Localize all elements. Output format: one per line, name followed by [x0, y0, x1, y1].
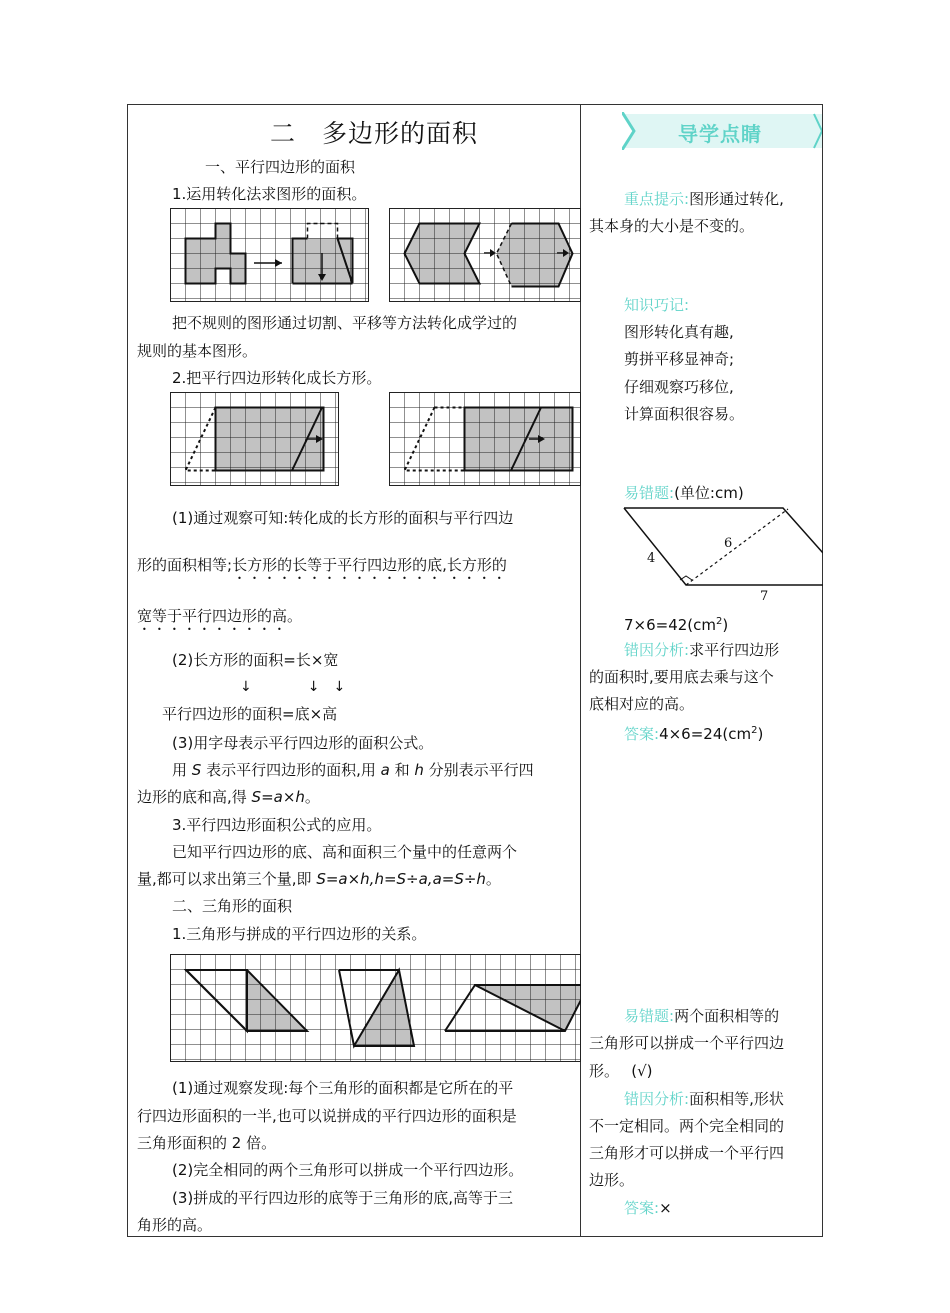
formula-rectangle: (2)长方形的面积=长×宽	[172, 651, 339, 669]
error-question-2-line-3: 形。 (√)	[589, 1062, 653, 1080]
answer-2: 答案:×	[624, 1199, 672, 1217]
wrong-calculation: $7\times 6=42(cm^2)$	[624, 616, 729, 634]
triangle-observe-3: 三角形面积的 2 倍。	[137, 1134, 277, 1152]
cause-2-line-2: 不一定相同。两个完全相同的	[589, 1117, 785, 1135]
cause-1-line-3: 底相对应的高。	[589, 695, 695, 713]
label-side-4: 4	[647, 551, 656, 566]
cause-2-line-4: 边形。	[589, 1171, 635, 1189]
label-height-6: 6	[724, 536, 733, 551]
figure-transform-1	[170, 208, 372, 304]
page-title: 二 多边形的面积	[270, 119, 479, 148]
section-heading-2: 二、三角形的面积	[172, 897, 293, 915]
error-figure-parallelogram	[620, 505, 823, 605]
section-heading-1: 一、平行四边形的面积	[205, 158, 356, 176]
memo-label: 知识巧记:	[624, 296, 690, 314]
key-tip: 重点提示:图形通过转化,	[624, 190, 784, 208]
cause-1-line-1: 错因分析:求平行四边形	[624, 641, 780, 659]
observe-1c: 宽等于平行四边形的高。	[137, 607, 303, 625]
symbols-line-2: 边形的底和高,得 S=a×h。	[137, 788, 320, 806]
error-question-2: 易错题:两个面积相等的	[624, 1007, 780, 1025]
figure-transform-2	[389, 208, 581, 304]
triangle-point-3a: (3)拼成的平行四边形的底等于三角形的底,高等于三	[172, 1189, 514, 1207]
formula-arrows: ↓ ↓ ↓	[240, 679, 346, 695]
para-1a: 把不规则的图形通过切割、平移等方法转化成学过的	[172, 314, 518, 332]
figure-parallelogram-1	[170, 392, 342, 488]
observe-1b: 形的面积相等;长方形的长等于平行四边形的底,长方形的	[137, 556, 507, 574]
formula-parallelogram: 平行四边形的面积=底×高	[162, 705, 338, 723]
item-1: 1.运用转化法求图形的面积。	[172, 185, 367, 203]
memo-line: 图形转化真有趣,	[624, 323, 734, 341]
error-question-2-line-2: 三角形可以拼成一个平行四边	[589, 1034, 785, 1052]
guide-banner-title: 导学点睛	[678, 122, 762, 146]
symbols-line-1: 用 S 表示平行四边形的面积,用 a 和 h 分别表示平行四	[172, 761, 534, 779]
label-base-7: 7	[760, 589, 769, 604]
figure-parallelogram-2	[389, 392, 581, 488]
cause-2-line-1: 错因分析:面积相等,形状	[624, 1090, 784, 1108]
memo-line: 仔细观察巧移位,	[624, 378, 734, 396]
para-1b: 规则的基本图形。	[137, 342, 258, 360]
item-3: 3.平行四边形面积公式的应用。	[172, 816, 382, 834]
triangle-item-1: 1.三角形与拼成的平行四边形的关系。	[172, 925, 427, 943]
observe-1a: (1)通过观察可知:转化成的长方形的面积与平行四边	[172, 509, 514, 527]
figure-triangles	[170, 954, 581, 1064]
cause-2-line-3: 三角形才可以拼成一个平行四	[589, 1144, 785, 1162]
triangle-point-3b: 角形的高。	[137, 1216, 213, 1234]
memo-line: 剪拼平移显神奇;	[624, 350, 735, 368]
key-tip-2: 其本身的大小是不变的。	[589, 217, 755, 235]
apply-2: 量,都可以求出第三个量,即 S=a×h,h=S÷a,a=S÷h。	[137, 870, 501, 888]
triangle-point-2: (2)完全相同的两个三角形可以拼成一个平行四边形。	[172, 1161, 524, 1179]
letters-heading: (3)用字母表示平行四边形的面积公式。	[172, 734, 434, 752]
item-2: 2.把平行四边形转化成长方形。	[172, 369, 382, 387]
error-question-1: 易错题:(单位:cm)	[624, 484, 744, 502]
cause-1-line-2: 的面积时,要用底去乘与这个	[589, 668, 774, 686]
answer-1: 答案$:4\times 6=24(cm^2)$	[624, 725, 764, 743]
triangle-observe-2: 行四边形面积的一半,也可以说拼成的平行四边形的面积是	[137, 1107, 517, 1125]
memo-line: 计算面积很容易。	[624, 405, 745, 423]
triangle-observe-1: (1)通过观察发现:每个三角形的面积都是它所在的平	[172, 1079, 514, 1097]
apply-1: 已知平行四边形的底、高和面积三个量中的任意两个	[172, 843, 518, 861]
